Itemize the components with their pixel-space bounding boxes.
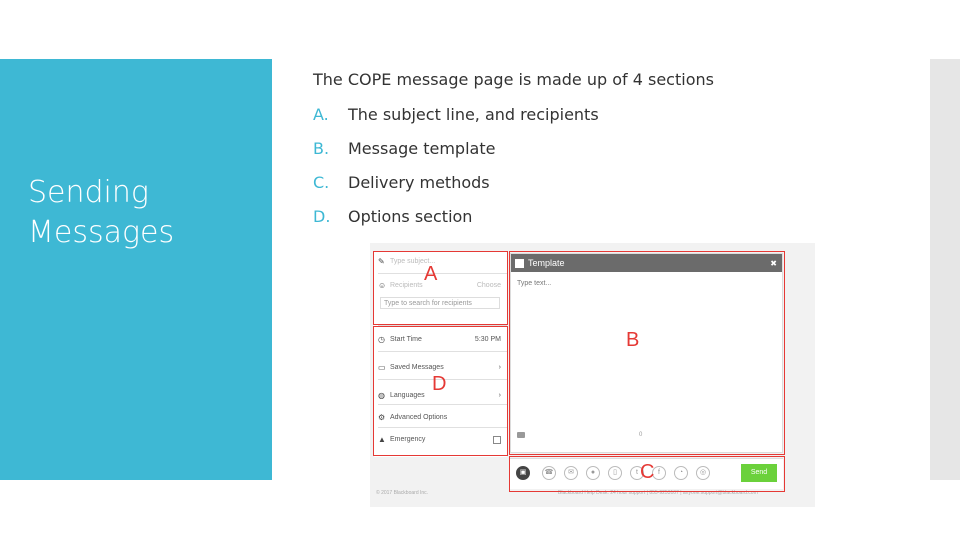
bullet-letter: B. <box>313 139 330 158</box>
bullet-list <box>313 104 599 240</box>
template-title: Template <box>528 258 565 268</box>
selected-template-icon[interactable]: ▣ <box>516 466 530 480</box>
start-time-label: Start Time <box>390 336 422 343</box>
web-icon[interactable]: ◎ <box>696 466 710 480</box>
globe-icon: ◍ <box>378 391 385 400</box>
edit-icon: ✎ <box>378 257 385 266</box>
email-icon[interactable]: ✉ <box>564 466 578 480</box>
callout-box-a <box>373 251 508 325</box>
choose-link[interactable]: Choose <box>476 282 501 289</box>
bullet-text: Options section <box>348 207 473 226</box>
warning-icon: ▲ <box>378 435 386 444</box>
mobile-icon[interactable]: ▯ <box>608 466 622 480</box>
char-count: 0 <box>639 432 643 438</box>
footer-help: Blackboard Help Desk: 24 hour support | 855-9253107 | anyone.support@blackboard.com <box>558 490 758 496</box>
side-panel <box>0 59 272 480</box>
chevron-right-icon: › <box>498 364 501 371</box>
callout-label-d: D <box>432 373 447 395</box>
callout-box-b <box>509 251 785 455</box>
sms-icon[interactable]: ● <box>586 466 600 480</box>
callout-label-c: C <box>640 461 655 483</box>
template-text-area[interactable]: Type text... <box>517 280 552 287</box>
subject-placeholder: Type subject... <box>390 258 436 265</box>
facebook-icon[interactable]: f <box>652 466 666 480</box>
bullet-text: Delivery methods <box>348 173 490 192</box>
message-page-screenshot <box>370 243 815 507</box>
slide-title <box>28 173 174 253</box>
saved-messages-label: Saved Messages <box>390 364 444 371</box>
recipients-label: Recipients <box>390 282 423 289</box>
callout-label-a: A <box>424 263 438 285</box>
twitter-icon[interactable]: t <box>630 466 644 480</box>
folder-icon: ▭ <box>378 363 386 372</box>
slide-title-line-2: Messages <box>28 215 175 250</box>
gears-icon: ⚙ <box>378 413 386 422</box>
advanced-options-label: Advanced Options <box>390 414 448 421</box>
languages-label: Languages <box>390 392 425 399</box>
right-strip <box>930 59 960 480</box>
footer-copyright: © 2017 Blackboard Inc. <box>376 490 429 496</box>
chevron-right-icon: › <box>498 392 501 399</box>
emergency-label: Emergency <box>390 436 426 443</box>
bullet-item <box>313 206 599 240</box>
bullet-letter: D. <box>313 207 331 226</box>
slide-title-line-1: Sending <box>28 175 149 210</box>
callout-label-b: B <box>626 329 640 351</box>
clock-icon: ◷ <box>378 335 385 344</box>
bullet-text: The subject line, and recipients <box>348 105 599 124</box>
phone-icon[interactable]: ☎ <box>542 466 556 480</box>
recipients-search-placeholder: Type to search for recipients <box>384 299 472 307</box>
send-button[interactable]: Send <box>741 464 777 482</box>
bullet-item <box>313 104 599 138</box>
bullet-text: Message template <box>348 139 496 158</box>
people-icon: ☺ <box>378 281 387 290</box>
bullet-item <box>313 172 599 206</box>
start-time-value: 5:30 PM <box>474 336 501 343</box>
bullet-letter: C. <box>313 173 330 192</box>
intro-text: The COPE message page is made up of 4 sections <box>313 70 714 89</box>
bullet-item <box>313 138 599 172</box>
bullet-letter: A. <box>313 105 329 124</box>
rss-icon[interactable]: ◔ <box>674 466 688 480</box>
close-icon[interactable]: ✖ <box>770 258 777 268</box>
